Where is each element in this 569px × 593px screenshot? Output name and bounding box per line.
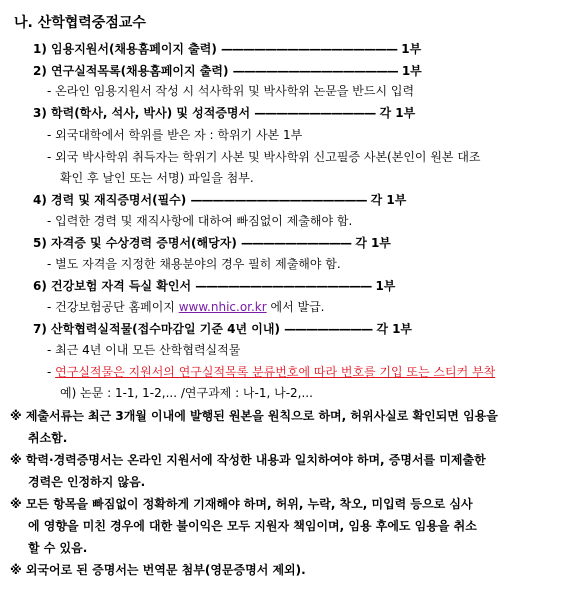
item-separator: ———————————————— bbox=[221, 42, 398, 56]
item-6 bbox=[33, 278, 395, 294]
item-quantity: 각 1부 bbox=[355, 236, 391, 250]
note-text: - 건강보험공단 홈페이지 bbox=[47, 300, 179, 314]
note-item-7b bbox=[47, 364, 495, 380]
item-quantity: 각 1부 bbox=[370, 193, 407, 207]
item-label: 6) 건강보험 자격 득실 확인서 bbox=[33, 279, 192, 293]
item-separator: ———————————————— bbox=[190, 193, 367, 207]
note-item-5: - 별도 자격을 지정한 채용분야의 경우 필히 제출해야 함. bbox=[47, 257, 341, 271]
note-item-6 bbox=[47, 299, 325, 315]
remark-4: ※ 외국어로 된 증명서는 번역문 첨부(영문증명서 제외). bbox=[10, 563, 306, 577]
item-1 bbox=[33, 41, 421, 57]
item-label: 1) 임용지원서(채용홈페이지 출력) bbox=[33, 42, 217, 56]
nhic-website-link[interactable]: www.nhic.or.kr bbox=[178, 300, 267, 314]
remark-1-line1: ※ 제출서류는 최근 3개월 이내에 발행된 원본을 원칙으로 하며, 허위사실로 확인되면 임용을 bbox=[10, 409, 498, 423]
item-quantity: 1부 bbox=[401, 42, 422, 56]
item-label: 2) 연구실적목록(채용홈페이지 출력) bbox=[33, 64, 229, 78]
note-item-3a: - 외국대학에서 학위를 받은 자 : 학위기 사본 1부 bbox=[47, 128, 303, 142]
item-4 bbox=[33, 192, 406, 208]
item-2 bbox=[33, 63, 422, 79]
item-separator: ——————————— bbox=[254, 106, 376, 120]
remark-1-line2: 취소함. bbox=[28, 431, 68, 445]
note-item-7a: - 최근 4년 이내 모든 산학협력실적물 bbox=[47, 343, 241, 357]
remark-3-line2: 에 영향을 미친 경우에 대한 불이익은 모두 지원자 책임이며, 임용 후에도 임용을 취소 bbox=[28, 519, 477, 533]
item-label: 4) 경력 및 재직증명서(필수) bbox=[33, 193, 187, 207]
item-label: 7) 산학협력실적물(접수마감일 기준 4년 이내) bbox=[33, 322, 280, 336]
remark-3-line3: 할 수 있음. bbox=[28, 541, 88, 555]
remark-2-line2: 경력은 인정하지 않음. bbox=[28, 475, 146, 489]
item-separator: ———————————————— bbox=[195, 279, 372, 293]
note-text: 에서 발급. bbox=[266, 300, 325, 314]
note-item-2: - 온라인 임용지원서 작성 시 석사학위 및 박사학위 논문을 반드시 입력 bbox=[47, 84, 415, 98]
item-3 bbox=[33, 105, 415, 121]
item-quantity: 1부 bbox=[375, 279, 396, 293]
note-item-7c: 예) 논문 : 1-1, 1-2,... /연구과제 : 나-1, 나-2,... bbox=[60, 386, 313, 400]
warning-text: 연구실적물은 지원서의 연구실적목록 분류번호에 따라 번호를 기입 또는 스티커 부착 bbox=[55, 365, 496, 379]
note-item-3b-line1: - 외국 박사학위 취득자는 학위기 사본 및 박사학위 신고필증 사본(본인이 원본 대조 bbox=[47, 150, 481, 164]
note-text: - bbox=[47, 365, 56, 379]
item-quantity: 각 1부 bbox=[379, 106, 416, 120]
note-item-3b-line2: 확인 후 날인 또는 서명) 파일을 첨부. bbox=[60, 171, 254, 185]
note-item-4: - 입력한 경력 및 재직사항에 대하여 빠짐없이 제출해야 함. bbox=[47, 214, 353, 228]
item-quantity: 각 1부 bbox=[376, 322, 413, 336]
item-separator: ———————— bbox=[284, 322, 373, 336]
remark-3-line1: ※ 모든 항목을 빠짐없이 정확하게 기재해야 하며, 허위, 누락, 착오, 미입력 등으로 심사 bbox=[10, 497, 473, 511]
item-label: 5) 자격증 및 수상경력 증명서(해당자) bbox=[33, 236, 237, 250]
item-separator: ——————————————— bbox=[232, 64, 398, 78]
section-title: 나. 산학협력중점교수 bbox=[14, 15, 146, 31]
item-label: 3) 학력(학사, 석사, 박사) 및 성적증명서 bbox=[33, 106, 251, 120]
item-separator: —————————— bbox=[241, 236, 351, 250]
item-5 bbox=[33, 235, 391, 251]
remark-2-line1: ※ 학력·경력증명서는 온라인 지원서에 작성한 내용과 일치하여야 하며, 증명서를 미제출한 bbox=[10, 453, 486, 467]
item-7 bbox=[33, 321, 412, 337]
item-quantity: 1부 bbox=[401, 64, 422, 78]
